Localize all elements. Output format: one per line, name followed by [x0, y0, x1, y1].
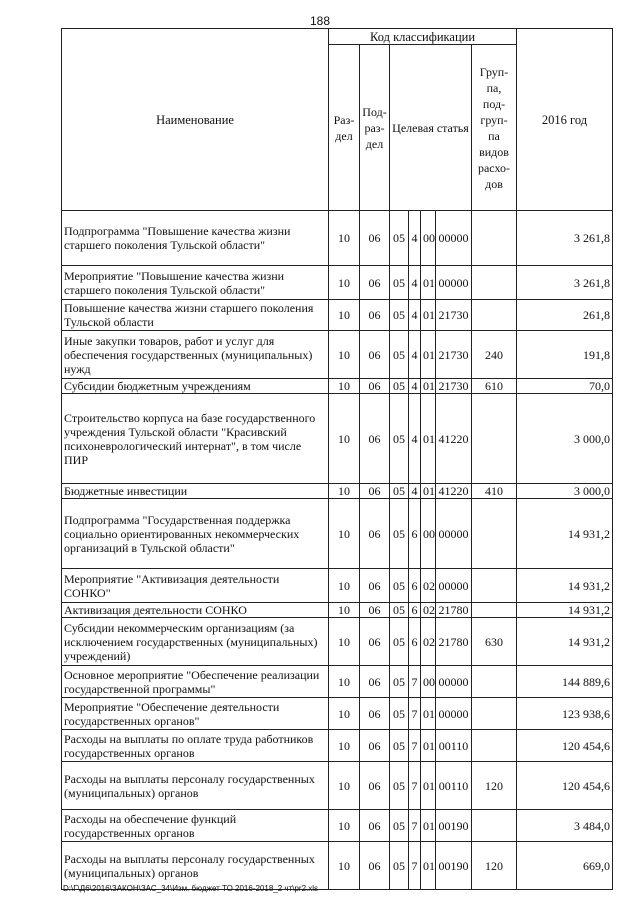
row-podrazdel: 06 [360, 618, 390, 666]
row-target-subprogram: 4 [409, 331, 421, 379]
row-podrazdel: 06 [360, 394, 390, 484]
row-razdel: 10 [329, 300, 360, 331]
row-target-subprogram: 7 [409, 810, 421, 842]
table-row [62, 603, 613, 618]
table-row [62, 484, 613, 499]
row-target-direction: 00000 [436, 698, 472, 730]
row-target-direction: 21730 [436, 379, 472, 394]
row-target-program: 05 [390, 266, 409, 300]
row-target-direction: 00000 [436, 211, 472, 266]
row-name: Субсидии бюджетным учреждениям [62, 379, 329, 394]
row-target-event: 01 [421, 730, 436, 762]
row-target-event: 01 [421, 698, 436, 730]
row-target-direction: 00190 [436, 842, 472, 890]
row-target-event: 01 [421, 300, 436, 331]
row-target-program: 05 [390, 331, 409, 379]
row-target-direction: 00110 [436, 730, 472, 762]
row-target-program: 05 [390, 379, 409, 394]
table-row [62, 618, 613, 666]
row-amount: 14 931,2 [517, 618, 613, 666]
row-target-event: 00 [421, 499, 436, 569]
row-target-event: 01 [421, 842, 436, 890]
row-expense-group: 630 [472, 618, 517, 666]
row-amount: 14 931,2 [517, 569, 613, 603]
row-target-subprogram: 4 [409, 266, 421, 300]
row-name: Расходы на обеспечение функций государственных органов [62, 810, 329, 842]
row-target-subprogram: 6 [409, 618, 421, 666]
row-razdel: 10 [329, 666, 360, 698]
row-podrazdel: 06 [360, 569, 390, 603]
header-podrazdel: Под- раз- дел [360, 45, 390, 211]
row-name: Мероприятие "Активизация деятельности СОНКО" [62, 569, 329, 603]
row-expense-group [472, 569, 517, 603]
table-row [62, 300, 613, 331]
row-razdel: 10 [329, 603, 360, 618]
table-row [62, 394, 613, 484]
row-podrazdel: 06 [360, 484, 390, 499]
row-podrazdel: 06 [360, 379, 390, 394]
row-podrazdel: 06 [360, 211, 390, 266]
row-target-subprogram: 4 [409, 379, 421, 394]
row-target-direction: 00000 [436, 499, 472, 569]
row-target-program: 05 [390, 394, 409, 484]
row-amount: 120 454,6 [517, 730, 613, 762]
row-name: Расходы на выплаты персоналу государственных (муниципальных) органов [62, 842, 329, 890]
row-target-direction: 00190 [436, 810, 472, 842]
row-target-subprogram: 7 [409, 666, 421, 698]
row-expense-group [472, 603, 517, 618]
table-row [62, 379, 613, 394]
table-row [62, 810, 613, 842]
row-target-direction: 21780 [436, 603, 472, 618]
row-name: Активизация деятельности СОНКО [62, 603, 329, 618]
budget-table [61, 28, 613, 890]
row-razdel: 10 [329, 211, 360, 266]
row-name: Основное мероприятие "Обеспечение реализации государственной программы" [62, 666, 329, 698]
table-row [62, 211, 613, 266]
row-amount: 3 000,0 [517, 484, 613, 499]
row-target-subprogram: 4 [409, 211, 421, 266]
table-row [62, 666, 613, 698]
row-amount: 261,8 [517, 300, 613, 331]
row-razdel: 10 [329, 698, 360, 730]
row-amount: 3 261,8 [517, 266, 613, 300]
row-target-subprogram: 4 [409, 394, 421, 484]
header-code-group: Код классификации [329, 29, 517, 45]
table-row [62, 842, 613, 890]
row-amount: 3 000,0 [517, 394, 613, 484]
row-podrazdel: 06 [360, 698, 390, 730]
row-target-event: 01 [421, 266, 436, 300]
table-row [62, 730, 613, 762]
row-target-program: 05 [390, 300, 409, 331]
row-target-subprogram: 7 [409, 762, 421, 810]
row-razdel: 10 [329, 484, 360, 499]
row-expense-group: 240 [472, 331, 517, 379]
row-target-program: 05 [390, 810, 409, 842]
table-row [62, 331, 613, 379]
row-target-subprogram: 7 [409, 730, 421, 762]
row-amount: 669,0 [517, 842, 613, 890]
row-expense-group [472, 698, 517, 730]
row-target-direction: 00000 [436, 666, 472, 698]
row-podrazdel: 06 [360, 300, 390, 331]
row-target-program: 05 [390, 730, 409, 762]
row-target-program: 05 [390, 666, 409, 698]
row-razdel: 10 [329, 569, 360, 603]
row-amount: 120 454,6 [517, 762, 613, 810]
table-row [62, 569, 613, 603]
row-expense-group [472, 300, 517, 331]
row-target-event: 01 [421, 394, 436, 484]
row-target-event: 01 [421, 810, 436, 842]
row-amount: 123 938,6 [517, 698, 613, 730]
file-path-footer: D:\Г\Д6\2016\ЗАКОН\ЗАС_34\Изм. бюджет ТО 2016-2018_2 чт\pr2.xls [63, 884, 319, 893]
row-expense-group [472, 499, 517, 569]
row-target-program: 05 [390, 618, 409, 666]
table-body [62, 211, 613, 890]
table-row [62, 499, 613, 569]
header-year: 2016 год [517, 29, 613, 211]
row-target-direction: 41220 [436, 394, 472, 484]
row-target-event: 02 [421, 603, 436, 618]
row-razdel: 10 [329, 810, 360, 842]
row-target-direction: 21730 [436, 331, 472, 379]
row-expense-group: 120 [472, 762, 517, 810]
row-razdel: 10 [329, 762, 360, 810]
row-amount: 70,0 [517, 379, 613, 394]
row-name: Расходы на выплаты персоналу государственных (муниципальных) органов [62, 762, 329, 810]
row-target-program: 05 [390, 484, 409, 499]
row-expense-group [472, 730, 517, 762]
row-target-event: 01 [421, 484, 436, 499]
row-target-program: 05 [390, 499, 409, 569]
row-razdel: 10 [329, 499, 360, 569]
row-podrazdel: 06 [360, 666, 390, 698]
row-name: Субсидии некоммерческим организациям (за исключением государственных (муниципальных) учреждений) [62, 618, 329, 666]
row-target-subprogram: 6 [409, 569, 421, 603]
row-expense-group: 120 [472, 842, 517, 890]
row-expense-group [472, 211, 517, 266]
row-podrazdel: 06 [360, 266, 390, 300]
row-amount: 3 261,8 [517, 211, 613, 266]
row-podrazdel: 06 [360, 762, 390, 810]
row-target-subprogram: 6 [409, 603, 421, 618]
row-name: Подпрограмма "Государственная поддержка социально ориентированных некоммерческих организаций в Тульской области" [62, 499, 329, 569]
row-razdel: 10 [329, 331, 360, 379]
header-razdel: Раз- дел [329, 45, 360, 211]
row-target-event: 01 [421, 331, 436, 379]
row-razdel: 10 [329, 730, 360, 762]
row-expense-group [472, 810, 517, 842]
row-target-subprogram: 4 [409, 300, 421, 331]
row-razdel: 10 [329, 379, 360, 394]
row-expense-group [472, 394, 517, 484]
header-name: Наименование [62, 29, 329, 211]
row-amount: 144 889,6 [517, 666, 613, 698]
row-name: Строительство корпуса на базе государственного учреждения Тульской области "Красивский психоневрологический интернат", в том числе ПИР [62, 394, 329, 484]
row-target-event: 01 [421, 762, 436, 810]
page-number: 188 [309, 14, 331, 28]
row-name: Мероприятие "Обеспечение деятельности государственных органов" [62, 698, 329, 730]
table-row [62, 762, 613, 810]
row-expense-group [472, 666, 517, 698]
row-target-program: 05 [390, 211, 409, 266]
row-target-direction: 00000 [436, 266, 472, 300]
row-razdel: 10 [329, 842, 360, 890]
row-target-event: 01 [421, 379, 436, 394]
row-name: Расходы на выплаты по оплате труда работников государственных органов [62, 730, 329, 762]
row-podrazdel: 06 [360, 810, 390, 842]
row-target-subprogram: 6 [409, 499, 421, 569]
row-target-direction: 41220 [436, 484, 472, 499]
row-amount: 3 484,0 [517, 810, 613, 842]
row-target-program: 05 [390, 698, 409, 730]
row-podrazdel: 06 [360, 499, 390, 569]
header-target-article: Целевая статья [390, 45, 472, 211]
row-podrazdel: 06 [360, 331, 390, 379]
row-target-direction: 00000 [436, 569, 472, 603]
row-razdel: 10 [329, 394, 360, 484]
row-name: Повышение качества жизни старшего поколения Тульской области [62, 300, 329, 331]
table-row [62, 266, 613, 300]
row-target-subprogram: 4 [409, 484, 421, 499]
row-razdel: 10 [329, 266, 360, 300]
table-header [62, 29, 613, 211]
row-name: Подпрограмма "Повышение качества жизни старшего поколения Тульской области" [62, 211, 329, 266]
row-target-event: 00 [421, 211, 436, 266]
row-target-program: 05 [390, 842, 409, 890]
row-expense-group: 410 [472, 484, 517, 499]
row-podrazdel: 06 [360, 730, 390, 762]
row-amount: 191,8 [517, 331, 613, 379]
row-expense-group [472, 266, 517, 300]
row-target-direction: 00110 [436, 762, 472, 810]
row-target-subprogram: 7 [409, 698, 421, 730]
row-podrazdel: 06 [360, 603, 390, 618]
row-target-direction: 21730 [436, 300, 472, 331]
row-target-program: 05 [390, 762, 409, 810]
row-podrazdel: 06 [360, 842, 390, 890]
row-target-program: 05 [390, 569, 409, 603]
row-name: Мероприятие "Повышение качества жизни старшего поколения Тульской области" [62, 266, 329, 300]
row-target-event: 00 [421, 666, 436, 698]
row-target-program: 05 [390, 603, 409, 618]
row-razdel: 10 [329, 618, 360, 666]
header-group: Груп- па, под- груп- па видов расхо- дов [472, 45, 517, 211]
row-target-subprogram: 7 [409, 842, 421, 890]
row-expense-group: 610 [472, 379, 517, 394]
row-name: Иные закупки товаров, работ и услуг для обеспечения государственных (муниципальных) нужд [62, 331, 329, 379]
row-amount: 14 931,2 [517, 499, 613, 569]
row-name: Бюджетные инвестиции [62, 484, 329, 499]
row-target-event: 02 [421, 618, 436, 666]
row-target-direction: 21780 [436, 618, 472, 666]
row-target-event: 02 [421, 569, 436, 603]
row-amount: 14 931,2 [517, 603, 613, 618]
table-row [62, 698, 613, 730]
